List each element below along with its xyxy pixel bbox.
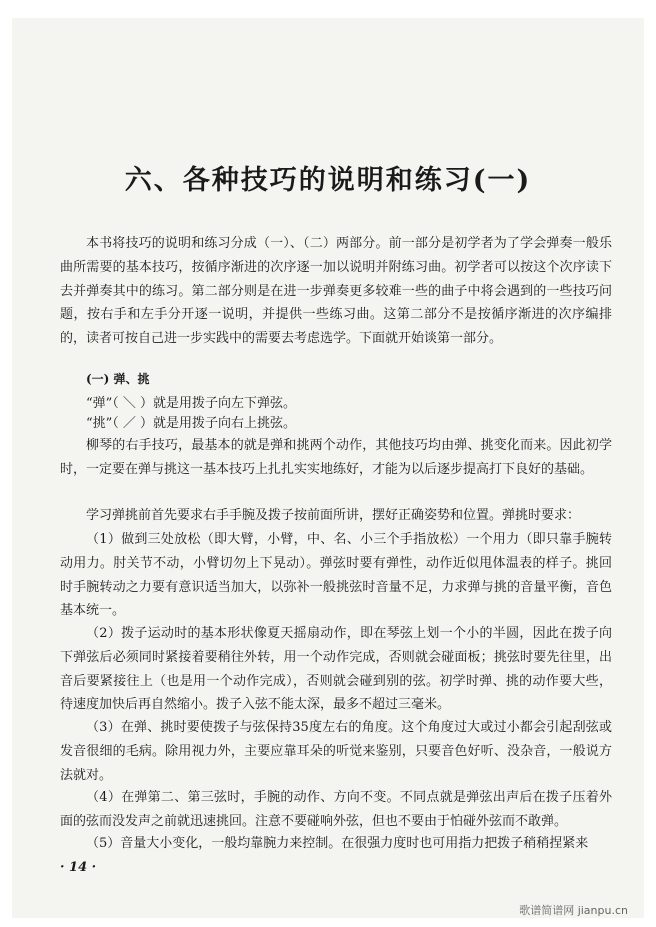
section-heading: (一) 弹、挑 xyxy=(86,372,150,386)
intro-paragraph: 本书将技巧的说明和练习分成（一）、（二）两部分。前一部分是初学者为了学会弹奏一般乐曲所需要的基本技巧，按循序渐进的次序逐一加以说明并附练习曲。初学者可以按这个次序读下去并弹奏其中的练习。第二部分则是在进一步弹奏更多较难一些的曲子中将会遇到的一些技巧问题，按右手和左手分开逐一说明，并提供一些练习曲。这第二部分不是按循序渐进的次序编排的，读者可按自己进一步实践中的需要去考虑选学。下面就开始谈第一部分。 xyxy=(60,236,612,347)
watermark: 歌谱简谱网 jianpu.cn xyxy=(519,904,628,917)
definition-tan: “弹”（ ＼ ）就是用拨子向左下弹弦。 xyxy=(86,396,297,411)
requirement-item-2: （2）拨子运动时的基本形状像夏天摇扇动作，即在琴弦上划一个小的半圆，因此在拨子向下弹弦后必须同时紧接着要稍往外转，用一个动作完成，否则就会碰面板；挑弦时要先往里，出音后要紧接往上（也是用一个动作完成），否则就会碰到别的弦。初学时弹、挑的动作要大些，待速度加快后再自然缩小。拨子入弦不能太深，最多不超过三毫米。 xyxy=(60,626,612,713)
requirement-item-5: （5）音量大小变化，一般均靠腕力来控制。在很强力度时也可用指力把拨子稍稍捏紧来 xyxy=(86,836,589,851)
requirement-item-4: （4）在弹第二、第三弦时，手腕的动作、方向不变。不同点就是弹弦出声后在拨子压着外面的弦而没发声之前就迅速挑回。注意不要碰响外弦，但也不要由于怕碰外弦而不敢弹。 xyxy=(60,790,612,829)
study-requirements-paragraph: 学习弹挑前首先要求右手手腕及拨子按前面所讲，摆好正确姿势和位置。弹挑时要求： xyxy=(86,508,581,523)
requirement-item-3: （3）在弹、挑时要使拨子与弦保持35度左右的角度。这个角度过大或过小都会引起刮弦或发音很细的毛病。除用视力外，主要应靠耳朵的听觉来鉴别，只要音色好听、没杂音，一般说方法就对。 xyxy=(60,720,612,783)
page-title: 六、各种技巧的说明和练习(一) xyxy=(124,165,532,196)
requirement-item-1: （1）做到三处放松（即大臂，小臂，中、名、小三个手指放松）一个用力（即只靠手腕转动用力。肘关节不动，小臂切勿上下晃动）。弹弦时要有弹性，动作近似甩体温表的样子。挑回时手腕转动之力要有意识适当加大，以弥补一般挑弦时音量不足，力求弹与挑的音量平衡，音色基本统一。 xyxy=(60,532,612,619)
definition-tiao: “挑”（ ／ ）就是用拨子向右上挑弦。 xyxy=(86,416,297,431)
page-number: · 14 · xyxy=(60,860,97,875)
basic-technique-paragraph: 柳琴的右手技巧，最基本的就是弹和挑两个动作，其他技巧均由弹、挑变化而来。因此初学时，一定要在弹与挑这一基本技巧上扎扎实实地练好，才能为以后逐步提高打下良好的基础。 xyxy=(60,438,612,477)
